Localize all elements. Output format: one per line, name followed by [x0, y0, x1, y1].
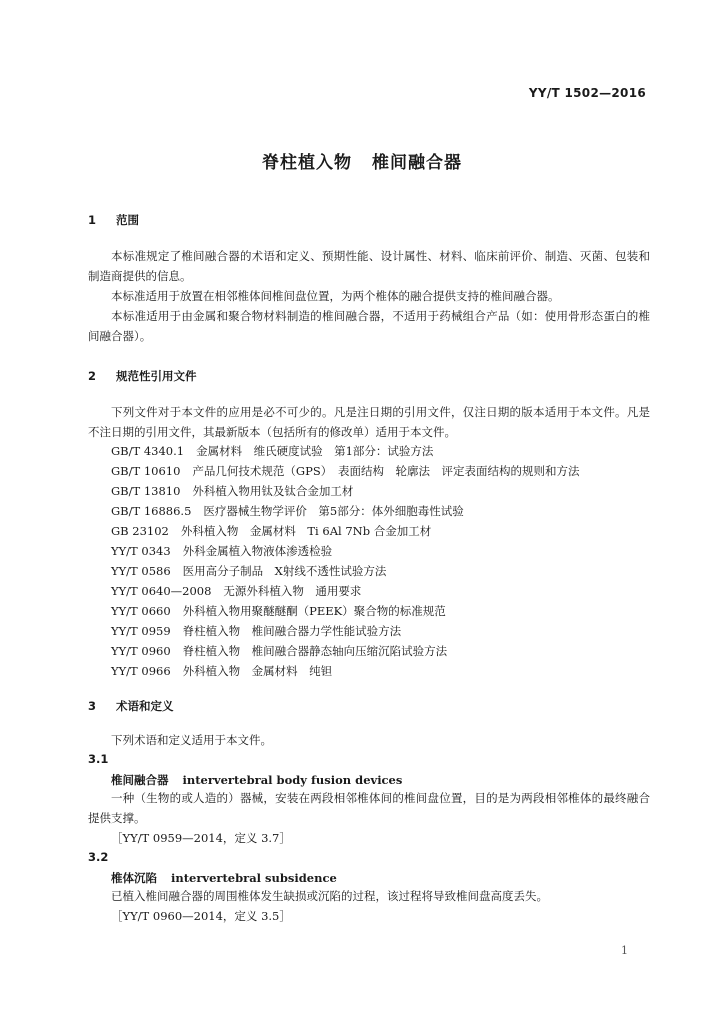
normative-refs-intro: 下列文件对于本文件的应用是必不可少的。凡是注日期的引用文件，仅注日期的版本适用于本文件。凡是不注日期的引用文件，其最新版本（包括所有的修改单）适用于本文件。	[88, 405, 650, 439]
term-zh: 椎间融合器	[111, 773, 169, 787]
term-source: ［YY/T 0960—2014，定义 3.5］	[111, 909, 291, 923]
reference-title: 医用高分子制品 X射线不透性试验方法	[182, 564, 387, 578]
title-part-2: 椎间融合器	[372, 153, 462, 173]
reference-item	[111, 643, 447, 659]
reference-item	[111, 623, 401, 639]
reference-code: GB/T 13810	[111, 484, 181, 498]
scope-paragraph-3: 本标准适用于由金属和聚合物材料制造的椎间融合器，不适用于药械组合产品（如：使用骨形态蛋白的椎间融合器）。	[88, 309, 650, 343]
section-title: 范围	[116, 213, 139, 227]
reference-code: YY/T 0640—2008	[111, 584, 212, 598]
terms-intro: 下列术语和定义适用于本文件。	[111, 733, 272, 747]
term-en: intervertebral subsidence	[171, 871, 337, 885]
term-heading	[111, 870, 337, 886]
scope-paragraph-1: 本标准规定了椎间融合器的术语和定义、预期性能、设计属性、材料、临床前评价、制造、灭菌、包装和制造商提供的信息。	[88, 249, 650, 283]
section-2-heading	[88, 368, 197, 384]
term-source: ［YY/T 0959—2014，定义 3.7］	[111, 831, 291, 845]
reference-item	[111, 563, 386, 579]
reference-item	[111, 523, 431, 539]
reference-item	[111, 463, 579, 479]
section-3-heading	[88, 698, 174, 714]
reference-item	[111, 543, 332, 559]
document-title	[0, 148, 724, 173]
reference-item	[111, 483, 353, 499]
term-definition: 已植入椎间融合器的周围椎体发生缺损或沉陷的过程，该过程将导致椎间盘高度丢失。	[111, 889, 548, 903]
term-definition: 一种（生物的或人造的）器械，安装在两段相邻椎体间的椎间盘位置，目的是为两段相邻椎体的最终融合提供支撑。	[88, 791, 650, 825]
reference-code: YY/T 0966	[111, 664, 171, 678]
reference-code: YY/T 0660	[111, 604, 171, 618]
reference-code: YY/T 0343	[111, 544, 171, 558]
section-title: 术语和定义	[116, 699, 174, 713]
reference-code: GB/T 4340.1	[111, 444, 185, 458]
standard-code: YY/T 1502—2016	[528, 86, 646, 100]
reference-code: GB 23102	[111, 524, 169, 538]
reference-title: 金属材料 维氏硬度试验 第1部分：试验方法	[196, 444, 434, 458]
reference-code: YY/T 0959	[111, 624, 171, 638]
term-number: 3.1	[88, 752, 109, 766]
reference-title: 产品几何技术规范（GPS） 表面结构 轮廓法 评定表面结构的规则和方法	[192, 464, 580, 478]
term-zh: 椎体沉陷	[111, 871, 157, 885]
section-number: 2	[88, 369, 97, 383]
reference-item	[111, 663, 332, 679]
reference-title: 无源外科植入物 通用要求	[223, 584, 362, 598]
reference-code: GB/T 10610	[111, 464, 181, 478]
title-part-1: 脊柱植入物	[262, 153, 352, 173]
scope-paragraph-2: 本标准适用于放置在相邻椎体间椎间盘位置，为两个椎体的融合提供支持的椎间融合器。	[111, 289, 560, 303]
reference-title: 外科植入物用聚醚醚酮（PEEK）聚合物的标准规范	[182, 604, 446, 618]
section-number: 1	[88, 213, 97, 227]
reference-code: GB/T 16886.5	[111, 504, 192, 518]
page-number: 1	[621, 944, 628, 957]
reference-title: 脊柱植入物 椎间融合器静态轴向压缩沉陷试验方法	[182, 644, 448, 658]
reference-title: 外科金属植入物液体渗透检验	[182, 544, 333, 558]
reference-item	[111, 503, 464, 519]
reference-title: 外科植入物 金属材料 Ti 6Al 7Nb 合金加工材	[180, 524, 432, 538]
reference-title: 医疗器械生物学评价 第5部分：体外细胞毒性试验	[203, 504, 464, 518]
reference-code: YY/T 0586	[111, 564, 171, 578]
reference-title: 脊柱植入物 椎间融合器力学性能试验方法	[182, 624, 402, 638]
term-number: 3.2	[88, 850, 109, 864]
reference-title: 外科植入物用钛及钛合金加工材	[192, 484, 354, 498]
reference-item	[111, 583, 361, 599]
section-title: 规范性引用文件	[116, 369, 197, 383]
reference-item	[111, 603, 446, 619]
section-number: 3	[88, 699, 97, 713]
reference-code: YY/T 0960	[111, 644, 171, 658]
reference-title: 外科植入物 金属材料 纯钽	[182, 664, 333, 678]
reference-item	[111, 443, 433, 459]
term-heading	[111, 772, 402, 788]
term-en: intervertebral body fusion devices	[182, 773, 403, 787]
section-1-heading	[88, 212, 139, 228]
